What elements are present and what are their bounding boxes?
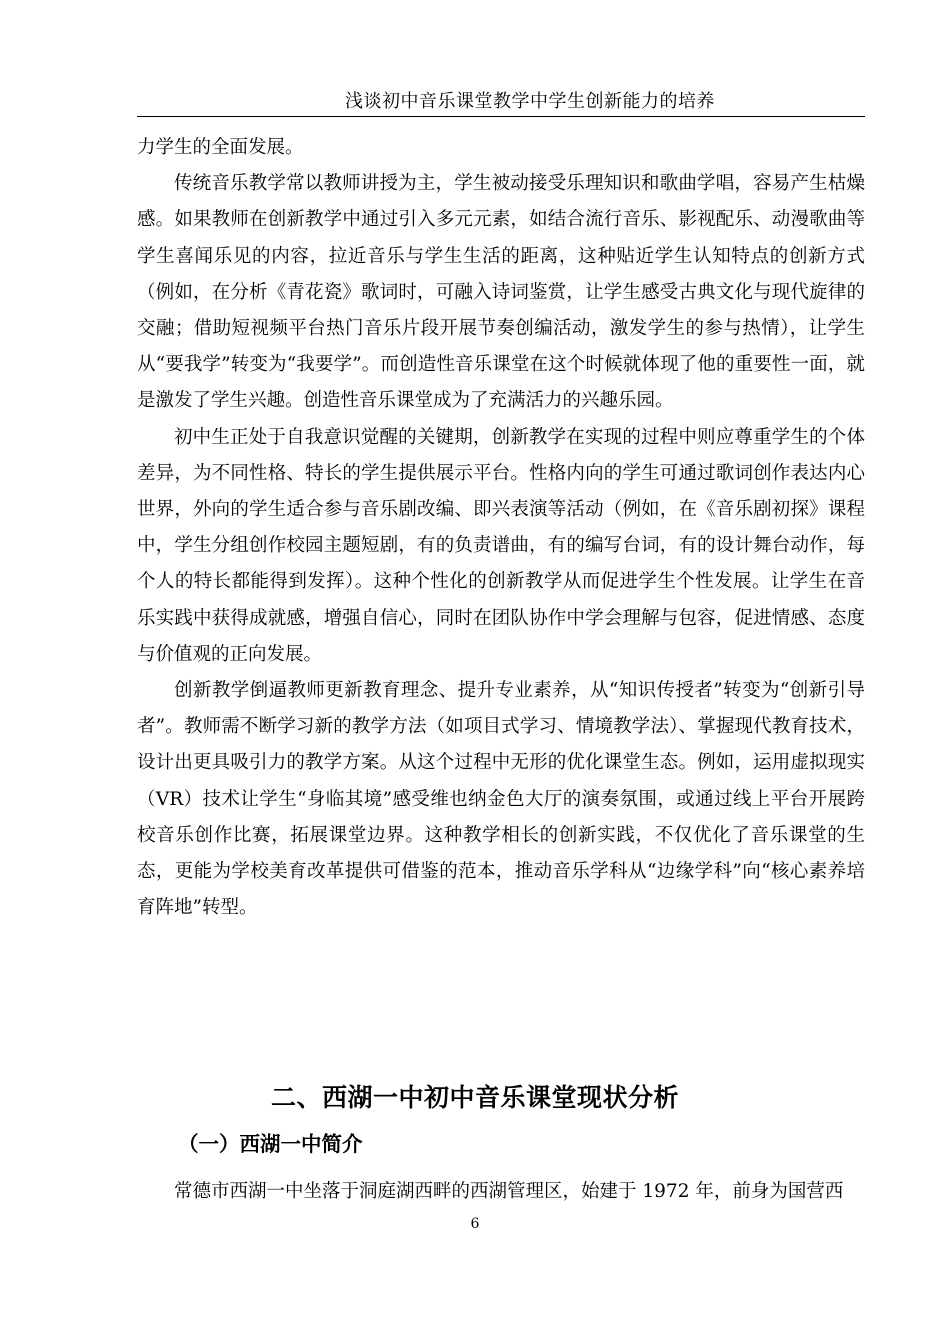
section-heading: 二、西湖一中初中音乐课堂现状分析 [270,1083,679,1112]
header-title: 浅谈初中音乐课堂教学中学生创新能力的培养 [345,91,715,112]
paragraph-school-intro: 常德市西湖一中坐落于洞庭湖西畔的西湖管理区，始建于 1972 年，前身为国营西 [174,1181,844,1202]
page-number: 6 [470,1216,480,1232]
paragraph-school-intro-wrapper [137,1174,865,1210]
paragraph-individual-differences: 初中生正处于自我意识觉醒的关键期，创新教学在实现的过程中则应尊重学生的个体差异，为不同性格、特长的学生提供展示平台。性格内向的学生可通过歌词创作表达内心世界，外向的学生适合参与音乐剧改编、即兴表演等活动（例如，在《音乐剧初探》课程中，学生分组创作校园主题短剧，有的负责谱曲，有的编写台词，有的设计舞台动作，每个人的特长都能得到发挥）。这种个性化的创新教学从而促进学生个性发展。让学生在音乐实践中获得成就感，增强自信心，同时在团队协作中学会理解与包容，促进情感、态度与价值观的正向发展。 [137,426,865,665]
running-header [137,88,865,117]
body-text [137,130,865,926]
paragraph-traditional-teaching: 传统音乐教学常以教师讲授为主，学生被动接受乐理知识和歌曲学唱，容易产生枯燥感。如果教师在创新教学中通过引入多元元素，如结合流行音乐、影视配乐、动漫歌曲等学生喜闻乐见的内容，拉近音乐与学生生活的距离，这种贴近学生认知特点的创新方式（例如，在分析《青花瓷》歌词时，可融入诗词鉴赏，让学生感受古典文化与现代旋律的交融；借助短视频平台热门音乐片段开展节奏创编活动，激发学生的参与热情），让学生从“要我学”转变为“我要学”。而创造性音乐课堂在这个时候就体现了他的重要性一面，就是激发了学生兴趣。创造性音乐课堂成为了充满活力的兴趣乐园。 [137,173,865,412]
subsection-heading: （一）西湖一中简介 [178,1132,363,1156]
paragraph-continuation: 力学生的全面发展。 [137,137,304,158]
paragraph-teacher-development: 创新教学倒逼教师更新教育理念、提升专业素养，从“知识传授者”转变为“创新引导者”。教师需不断学习新的教学方法（如项目式学习、情境教学法）、掌握现代教育技术，设计出更具吸引力的教学方案。从这个过程中无形的优化课堂生态。例如，运用虚拟现实（VR）技术让学生“身临其境”感受维也纳金色大厅的演奏氛围，或通过线上平台开展跨校音乐创作比赛，拓展课堂边界。这种教学相长的创新实践，不仅优化了音乐课堂的生态，更能为学校美育改革提供可借鉴的范本，推动音乐学科从“边缘学科”向“核心素养培育阵地”转型。 [137,680,865,919]
